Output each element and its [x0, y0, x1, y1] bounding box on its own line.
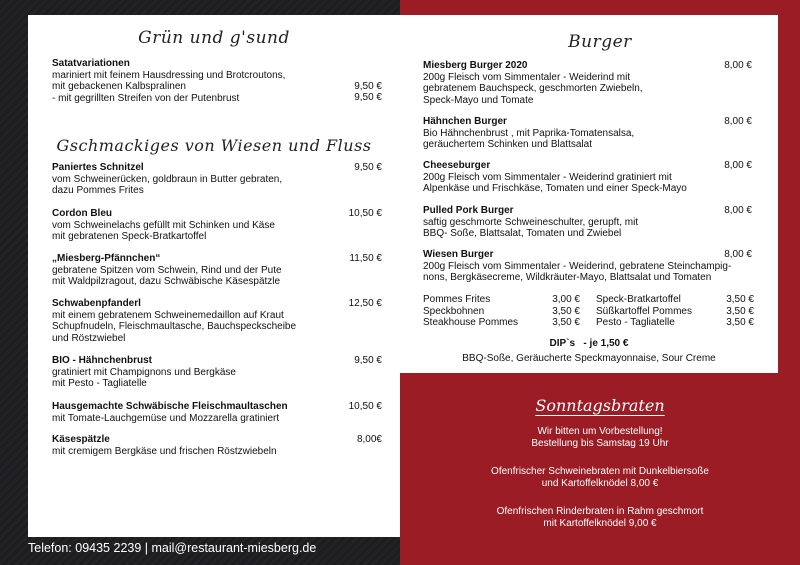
item-title: Satatvariationen	[52, 58, 130, 69]
side-price: 3,00 €	[552, 294, 580, 305]
sunday-dish: und Kartoffelknödel 8,00 €	[541, 478, 659, 489]
item-title: Wiesen Burger	[423, 249, 494, 260]
side-name: Speck-Bratkartoffel	[596, 294, 681, 305]
item-desc: Schupfnudeln, Fleischmaultasche, Bauchspeckscheibe	[52, 321, 297, 332]
menu-item	[52, 355, 342, 390]
sides-prices-left	[538, 294, 580, 329]
section-title-wiesen: Gschmackiges von Wiesen und Fluss	[56, 136, 372, 155]
item-desc: und Röstzwiebel	[52, 332, 126, 344]
item-desc: mit Waldpilzragout, dazu Schwäbische Käsespätzle	[52, 276, 281, 287]
price: 11,50 €	[349, 253, 382, 264]
sunday-dish: mit Kartoffelknödel 9,00 €	[543, 518, 657, 529]
side-name: Speckbohnen	[423, 305, 485, 317]
sides-prices-right	[712, 294, 754, 329]
item-desc: BBQ- Soße, Blattsalat, Tomaten und Zwiebel	[423, 228, 622, 239]
menu-item	[52, 401, 342, 424]
item-desc: Bio Hähnchenbrust , mit Paprika-Tomatensalsa,	[423, 127, 635, 139]
price: 10,50 €	[348, 401, 382, 412]
item-desc: vom Schweinerücken, goldbraun in Butter gebraten,	[52, 173, 283, 185]
sunday-title: Sonntagsbraten	[535, 396, 665, 415]
side-name: Steakhouse Pommes	[423, 317, 519, 328]
item-title: BIO - Hähnchenbrust	[52, 355, 153, 366]
item-desc: Speck-Mayo und Tomate	[423, 94, 534, 106]
item-title: Hausgemachte Schwäbische Fleischmaultaschen	[52, 401, 288, 412]
item-desc: mit gebackenen Kalbspralinen	[52, 81, 186, 92]
item-desc: mit Pesto - Tagliatelle	[52, 378, 147, 389]
burger-item	[423, 205, 723, 240]
dips-text: BBQ-Soße, Geräucherte Speckmayonnaise, Sour Creme	[462, 353, 716, 364]
item-title: „Miesberg-Pfännchen“	[52, 253, 161, 264]
item-title: Cordon Bleu	[52, 208, 112, 219]
side-price: 3,50 €	[726, 305, 754, 317]
item-desc: saftig geschmorte Schweineschulter, gerupft, mit	[423, 216, 639, 228]
item-desc: vom Schweinelachs gefüllt mit Schinken und Käse	[52, 219, 275, 231]
sides-names-left	[423, 294, 533, 329]
item-desc: mit gebratenen Speck-Bratkartoffel	[52, 231, 207, 242]
sunday-note: Wir bitten um Vorbestellung!	[537, 426, 663, 437]
side-price: 3,50 €	[726, 294, 754, 305]
item-desc: - mit gegrillten Streifen von der Putenbrust	[52, 92, 240, 104]
item-desc: gratiniert mit Champignons und Bergkäse	[52, 366, 236, 378]
item-desc: nons, Bergkäsecreme, Wildkräuter-Mayo, Blattsalat und Tomaten	[423, 272, 712, 283]
burger-item	[423, 60, 723, 106]
item-desc: mit cremigem Bergkäse und frischen Röstzwiebeln	[52, 445, 277, 457]
side-price: 3,50 €	[552, 305, 580, 317]
item-title: Käsespätzle	[52, 434, 110, 445]
menu-item	[52, 298, 342, 344]
item-title: Pulled Pork Burger	[423, 205, 514, 216]
price: 12,50 €	[348, 298, 382, 309]
sunday-dish: Ofenfrischen Rinderbraten in Rahm geschmort	[496, 506, 704, 517]
item-title: Cheeseburger	[423, 160, 491, 171]
section-title-burger: Burger	[568, 32, 632, 52]
item-desc: mit Tomate-Lauchgemüse und Mozzarella gratiniert	[52, 412, 280, 424]
price: 9,50 €	[354, 355, 382, 366]
price: 8,00 €	[724, 249, 752, 260]
item-desc: 200g Fleisch vom Simmentaler - Weiderind mit	[423, 71, 631, 83]
price: 9,50 €	[354, 92, 382, 103]
item-desc: dazu Pommes Frites	[52, 185, 144, 196]
burger-item	[423, 116, 723, 151]
side-name: Pommes Frites	[423, 294, 491, 305]
item-title: Paniertes Schnitzel	[52, 162, 144, 173]
menu-item	[52, 253, 342, 288]
item-desc: 200g Fleisch vom Simmentaler - Weiderind gratiniert mit	[423, 171, 672, 183]
item-desc: Alpenkäse und Frischkäse, Tomaten und einer Speck-Mayo	[423, 183, 687, 194]
sides-names-right	[596, 294, 711, 329]
price: 8,00€	[356, 434, 382, 445]
menu-item	[52, 208, 342, 243]
menu-item-salat	[52, 58, 352, 104]
burger-item	[423, 160, 743, 195]
price: 9,50 €	[354, 81, 382, 92]
price: 10,50 €	[348, 208, 382, 219]
item-title: Schwabenpfanderl	[52, 298, 141, 309]
sunday-note: Bestellung bis Samstag 19 Uhr	[531, 438, 669, 449]
price: 8,00 €	[724, 205, 752, 216]
item-desc: 200g Fleisch vom Simmentaler - Weiderind, gebratene Steinchampig-	[423, 260, 732, 272]
dips-title: DIP`s - je 1,50 €	[549, 338, 629, 349]
item-title: Hähnchen Burger	[423, 116, 507, 127]
item-desc: mit einem gebratenem Schweinemedaillon auf Kraut	[52, 309, 284, 321]
menu-item	[52, 162, 342, 197]
price: 8,00 €	[724, 60, 752, 71]
price: 9,50 €	[354, 162, 382, 173]
price: 8,00 €	[724, 116, 752, 127]
item-title: Miesberg Burger 2020	[423, 60, 528, 71]
side-name: Pesto - Tagliatelle	[596, 317, 675, 328]
item-desc: gebratene Spitzen vom Schwein, Rind und der Pute	[52, 264, 282, 276]
item-desc: gebratenem Bauchspeck, geschmorten Zwiebeln,	[423, 83, 643, 94]
side-price: 3,50 €	[726, 317, 754, 328]
section-title-gruen: Grün und g'sund	[138, 28, 290, 48]
menu-item	[52, 434, 342, 457]
item-desc: mariniert mit feinem Hausdressing und Brotcroutons,	[52, 69, 286, 81]
contact-info: Telefon: 09435 2239 | mail@restaurant-miesberg.de	[28, 541, 317, 555]
side-name: Süßkartoffel Pommes	[596, 305, 692, 317]
item-desc: geräuchertem Schinken und Blattsalat	[423, 139, 592, 150]
price: 8,00 €	[724, 160, 752, 171]
sunday-dish: Ofenfrischer Schweinebraten mit Dunkelbiersoße	[491, 466, 709, 477]
side-price: 3,50 €	[552, 317, 580, 328]
